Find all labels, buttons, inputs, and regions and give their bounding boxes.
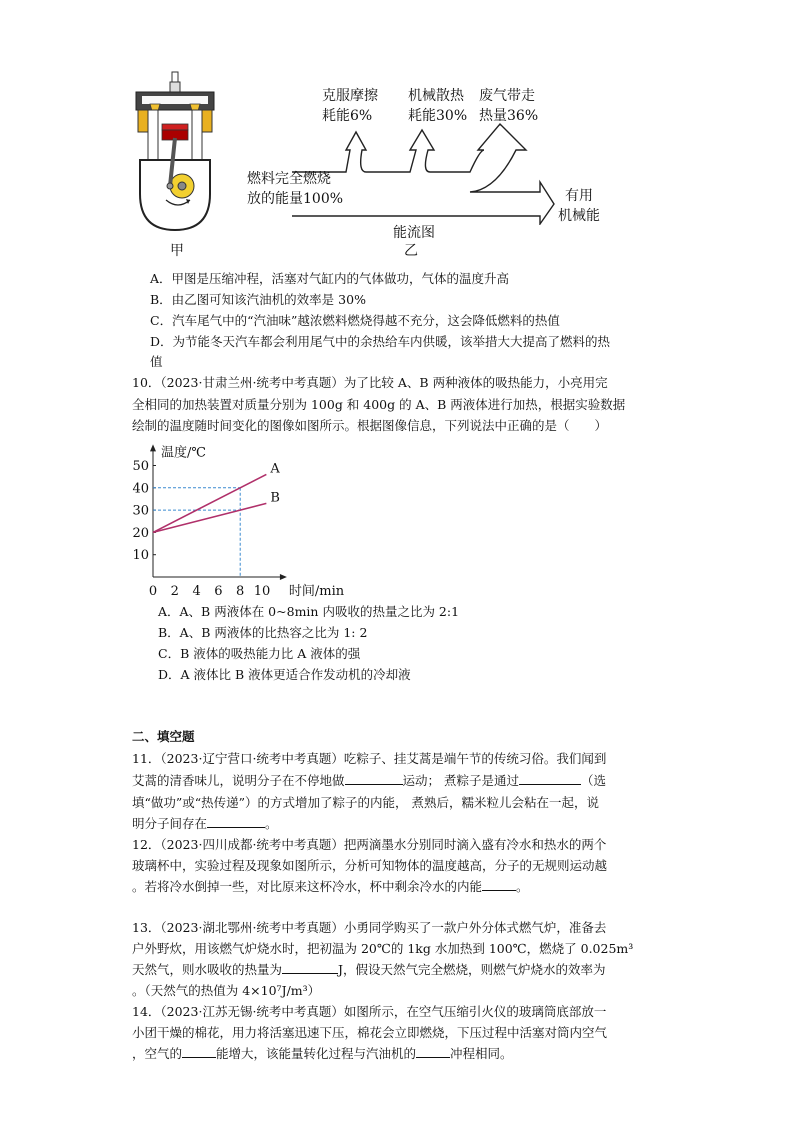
x-axis-label: 时间/min xyxy=(288,584,345,599)
x-tick-label: 4 xyxy=(192,584,201,599)
x-axis-arrow xyxy=(280,574,287,580)
q14-line3-part1: ，空气的 xyxy=(132,1046,183,1061)
x-tick-label: 8 xyxy=(236,584,245,599)
x-tick-label: 10 xyxy=(253,584,271,599)
q11-line4-part2: 。 xyxy=(265,816,278,831)
q13-line3-part2: J，假设天然气完全燃烧，则燃气炉烧水的效率为 xyxy=(338,962,606,977)
q9-option-b: B．由乙图可知该汽油机的效率是 30% xyxy=(150,292,366,307)
loss-heat-label xyxy=(408,86,467,126)
loss-friction-title: 克服摩擦 xyxy=(322,88,378,104)
q10-stem-line3: 绘制的温度随时间变化的图像如图所示。根据图像信息，下列说法中正确的是（ ） xyxy=(132,418,608,433)
output-energy-line1: 有用 xyxy=(565,188,593,204)
input-energy-title: 燃料完全燃烧 xyxy=(247,171,331,187)
series-line-A xyxy=(153,474,266,532)
y-tick-label: 20 xyxy=(132,525,149,541)
q10-stem-line2: 全相同的加热装置对质量分别为 100g 和 400g 的 A、B 两液体进行加热，根据实验数据 xyxy=(132,397,626,412)
q13-line3 xyxy=(132,961,606,979)
y-tick-label: 10 xyxy=(132,548,149,564)
q9-option-a: A．甲图是压缩冲程，活塞对气缸内的气体做功，气体的温度升高 xyxy=(150,271,510,286)
q11-line2-part2: 运动； 煮粽子是通过 xyxy=(402,773,519,788)
loss-heat-title: 机械散热 xyxy=(408,88,464,104)
y-tick-label: 50 xyxy=(132,459,149,474)
q12-line3 xyxy=(132,878,529,896)
section-heading: 二、填空题 xyxy=(132,729,195,744)
q9-option-c: C．汽车尾气中的“汽油味”越浓燃料燃烧得越不充分，这会降低燃料的热值 xyxy=(150,313,560,328)
q11-line4-part1: 明分子间存在 xyxy=(132,816,208,831)
q13-line4: 。（天然气的热值为 4×10⁷J/m³） xyxy=(132,983,321,998)
q12-line2: 玻璃杯中，实验过程及现象如图所示，分析可知物体的温度越高，分子的无规则运动越 xyxy=(132,858,608,873)
figure-label-yi: 乙 xyxy=(404,243,418,259)
energy-flow-caption: 能流图 xyxy=(393,225,435,241)
y-tick-label: 30 xyxy=(132,503,149,519)
q11-line2-part1: 艾蒿的清香味儿，说明分子在不停地做 xyxy=(132,773,345,788)
output-energy-label xyxy=(558,186,600,226)
x-tick-label: 0 xyxy=(148,584,158,599)
loss-heat-value: 耗能30% xyxy=(408,108,468,124)
q12-line1: 12．（2023·四川成都·统考中考真题）把两滴墨水分别同时滴入盛有冷水和热水的两个 xyxy=(132,837,607,852)
loss-friction-value: 耗能6% xyxy=(322,108,373,124)
x-tick-label: 6 xyxy=(214,584,223,599)
q11-blank-1[interactable] xyxy=(345,772,403,785)
q14-line3-part3: 冲程相同。 xyxy=(450,1046,513,1061)
q12-line3-part1: 。若将冷水倒掉一些，对比原来这杯冷水，杯中剩余冷水的内能 xyxy=(132,879,483,894)
series-label-A: A xyxy=(270,461,280,477)
q10-option-b: B．A、B 两液体的比热容之比为 1: 2 xyxy=(158,625,368,640)
q13-blank-1[interactable] xyxy=(282,961,338,974)
engine-cylinder-figure xyxy=(134,68,216,232)
series-line-B xyxy=(153,503,266,532)
q11-line2-part3: （选 xyxy=(581,773,607,788)
piston-icon xyxy=(162,124,188,140)
q11-line1: 11．（2023·辽宁营口·统考中考真题）吃粽子、挂艾蒿是端午节的传统习俗。我们闻到 xyxy=(132,751,607,766)
q11-blank-2[interactable] xyxy=(519,772,581,785)
temperature-time-chart xyxy=(128,436,358,600)
q14-blank-1[interactable] xyxy=(182,1045,216,1058)
q14-line3-part2: 能增大，该能量转化过程与汽油机的 xyxy=(216,1046,417,1061)
input-energy-value: 放的能量100% xyxy=(247,191,344,207)
q12-blank-2[interactable] xyxy=(482,878,516,891)
q11-line4 xyxy=(132,815,278,833)
q14-blank-2[interactable] xyxy=(416,1045,450,1058)
q12-line3-part2: 。 xyxy=(516,879,529,894)
q14-line3 xyxy=(132,1045,513,1063)
loss-exhaust-title: 废气带走 xyxy=(479,88,535,104)
q11-blank-3[interactable] xyxy=(207,815,265,828)
y-axis-arrow xyxy=(150,444,156,451)
series-label-B: B xyxy=(270,490,280,506)
input-energy-label xyxy=(247,169,343,209)
figure-label-jia: 甲 xyxy=(170,243,184,259)
q10-option-c: C．B 液体的吸热能力比 A 液体的强 xyxy=(158,646,361,661)
spark-plug-icon xyxy=(170,72,180,94)
y-axis-label: 温度/℃ xyxy=(161,445,206,461)
loss-friction-label xyxy=(322,86,378,126)
q10-option-d: D．A 液体比 B 液体更适合作发动机的冷却液 xyxy=(158,667,411,682)
q13-line2: 户外野炊，用该燃气炉烧水时，把初温为 20℃的 1kg 水加热到 100℃，燃烧了 0.025m³ xyxy=(132,941,634,956)
q9-option-d: D．为节能冬天汽车都会利用尾气中的余热给车内供暖，该举措大大提高了燃料的热 xyxy=(150,334,611,349)
y-tick-label: 40 xyxy=(132,481,149,497)
q13-line3-part1: 天然气，则水吸收的热量为 xyxy=(132,962,283,977)
loss-exhaust-value: 热量36% xyxy=(479,108,539,124)
q10-stem-line1: 10．（2023·甘肃兰州·统考中考真题）为了比较 A、B 两种液体的吸热能力，小亮用完 xyxy=(132,375,608,390)
q10-option-a: A．A、B 两液体在 0~8min 内吸收的热量之比为 2:1 xyxy=(158,604,460,619)
q11-line2 xyxy=(132,772,606,790)
q14-line1: 14．（2023·江苏无锡·统考中考真题）如图所示，在空气压缩引火仪的玻璃筒底部放一 xyxy=(132,1004,607,1019)
q13-line1: 13．（2023·湖北鄂州·统考中考真题）小勇同学购买了一款户外分体式燃气炉，准备去 xyxy=(132,920,607,935)
output-energy-line2: 机械能 xyxy=(558,208,600,224)
q9-option-d-cont: 值 xyxy=(150,354,163,369)
q14-line2: 小团干燥的棉花，用力将活塞迅速下压，棉花会立即燃烧，下压过程中活塞对筒内空气 xyxy=(132,1025,608,1040)
q11-line3: 填“做功”或“热传递”）的方式增加了粽子的内能， 煮熟后，糯米粒儿会粘在一起，说 xyxy=(132,795,600,810)
loss-exhaust-label xyxy=(479,86,538,126)
x-tick-label: 2 xyxy=(170,584,179,599)
